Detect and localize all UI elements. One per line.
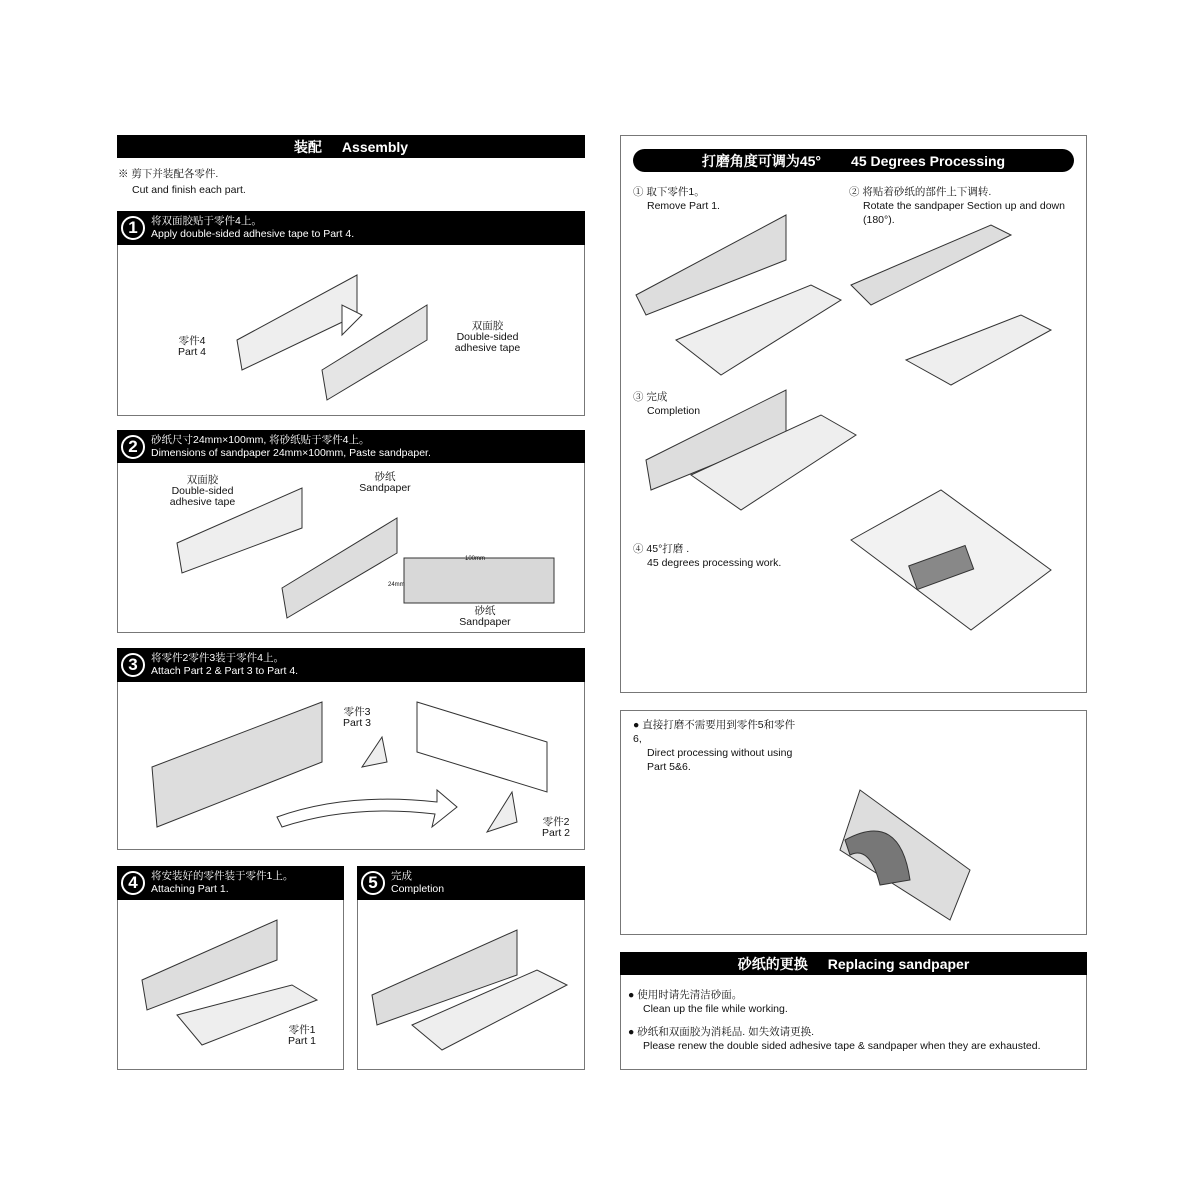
processing-item-2: ② 将贴着砂纸的部件上下调转. Rotate the sandpaper Section up and down (180°). (849, 186, 1065, 226)
assembly-title-cn: 装配 (293, 138, 322, 155)
step-3-header (117, 648, 585, 682)
step-cn: 砂纸尺寸24mm×100mm, 将砂纸贴于零件4上。 (151, 433, 370, 446)
step-en: Completion (391, 883, 445, 895)
assembly-header (117, 135, 585, 158)
assembly-title-en: Assembly (341, 138, 409, 155)
step-cn: 完成 (391, 870, 412, 882)
step-4-header (117, 866, 344, 900)
sandpaper-label-2: 砂纸 Sandpaper (459, 605, 511, 628)
assembly-note-cn: ※ 剪下并装配各零件. (118, 168, 219, 180)
processing-item-1: ① 取下零件1。 Remove Part 1. (633, 186, 720, 212)
step-5-header (357, 866, 585, 900)
part3-label: 零件3 Part 3 (343, 706, 372, 729)
replacing-item-2: ● 砂纸和双面胶为消耗品. 如失效请更换. Please renew the double sided adhesive tape & sandpaper when they are exhausted. (628, 1026, 1041, 1052)
replacing-title-en: Replacing sandpaper (827, 955, 970, 972)
step-2-header (117, 430, 585, 463)
replacing-item-1: ● 使用时请先清洁砂面。 Clean up the file while working. (628, 989, 788, 1015)
step-number: 5 (361, 871, 385, 895)
dim-width: 100mm (465, 556, 486, 562)
step-en: Attaching Part 1. (151, 883, 229, 895)
step-en: Apply double-sided adhesive tape to Part 4. (151, 228, 355, 240)
part2-label: 零件2 Part 2 (542, 816, 571, 839)
replacing-title-cn: 砂纸的更换 (737, 955, 808, 972)
dim-height: 24mm (388, 582, 405, 588)
processing-title-cn: 打磨角度可调为45° (701, 152, 822, 169)
step-1-header (117, 211, 585, 245)
part1-label: 零件1 Part 1 (288, 1024, 317, 1047)
processing-header (633, 149, 1074, 172)
processing-illustrations (621, 200, 1086, 690)
processing-title-en: 45 Degrees Processing (851, 152, 1006, 169)
step-en: Dimensions of sandpaper 24mm×100mm, Paste sandpaper. (151, 446, 431, 459)
step-5-illustration (357, 900, 585, 1070)
step-number: 2 (121, 435, 145, 459)
processing-item-3: ③ 完成 Completion (633, 391, 701, 417)
part4-label: 零件4 Part 4 (178, 335, 207, 358)
replacing-header (620, 952, 1087, 975)
step-cn: 将安装好的零件装于零件1上。 (151, 870, 294, 882)
assembly-note-en: Cut and finish each part. (132, 184, 246, 196)
step-number: 3 (121, 653, 145, 677)
tape-label: 双面胶 Double-sided adhesive tape (169, 474, 236, 508)
direct-processing-note: ● 直接打磨不需要用到零件5和零件6, Direct processing without using Part 5&6. (633, 719, 796, 773)
step-cn: 将双面胶贴于零件4上。 (151, 215, 262, 227)
step-en: Attach Part 2 & Part 3 to Part 4. (151, 665, 299, 677)
tape-label: 双面胶 Double-sided adhesive tape (454, 320, 521, 354)
sandpaper-label: 砂纸 Sandpaper (359, 471, 411, 494)
direct-processing-illustration (750, 730, 1050, 930)
step-number: 4 (121, 871, 145, 895)
processing-item-4: ④ 45°打磨 . 45 degrees processing work. (633, 543, 782, 569)
step-number: 1 (121, 216, 145, 240)
step-cn: 将零件2零件3装于零件4上。 (151, 652, 285, 664)
